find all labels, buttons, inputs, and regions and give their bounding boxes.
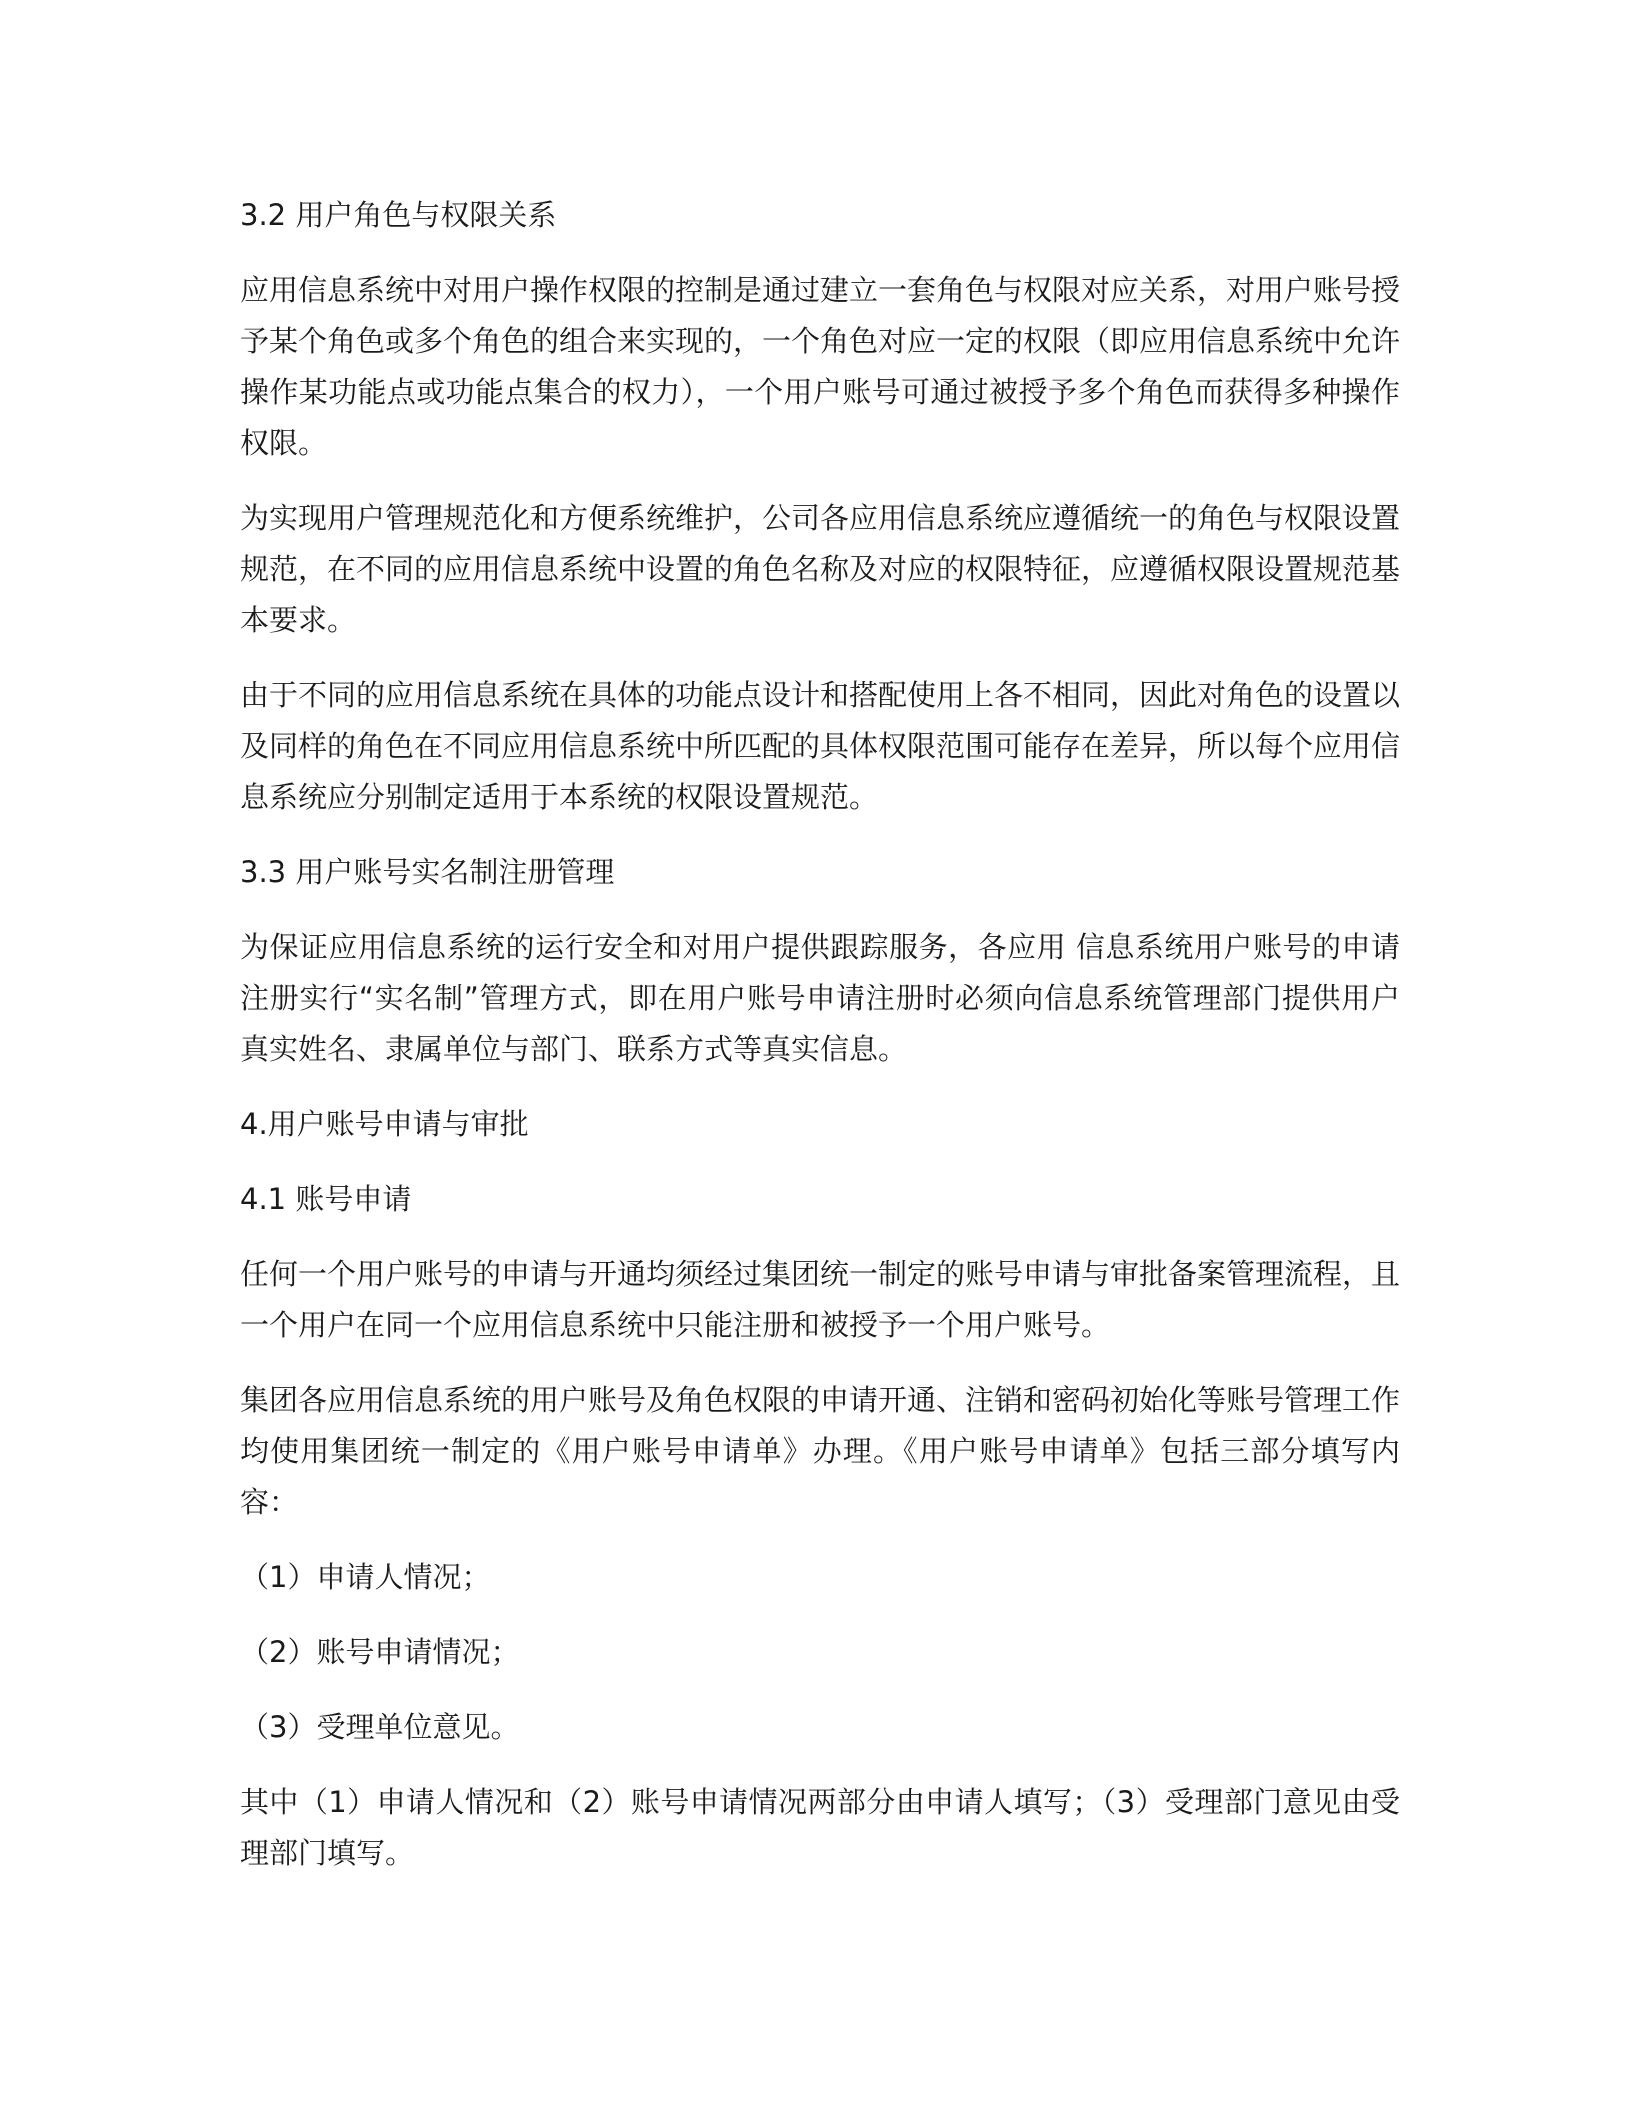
section-heading-3-2: 3.2 用户角色与权限关系 [240,198,557,232]
document-body [240,190,1400,1903]
list-item: （3）受理单位意见。 [240,1710,520,1744]
paragraph: 任何一个用户账号的申请与开通均须经过集团统一制定的账号申请与审批备案管理流程，且一个用户在同一个应用信息系统中只能注册和被授予一个用户账号。 [240,1257,1401,1342]
section-heading-3-3: 3.3 用户账号实名制注册管理 [240,855,615,889]
paragraph: 集团各应用信息系统的用户账号及角色权限的申请开通、注销和密码初始化等账号管理工作均使用集团统一制定的《用户账号申请单》办理。《用户账号申请单》包括三部分填写内容： [240,1383,1401,1519]
paragraph: 为保证应用信息系统的运行安全和对用户提供跟踪服务，各应用 信息系统用户账号的申请注册实行“实名制”管理方式，即在用户账号申请注册时必须向信息系统管理部门提供用户真实姓名、隶属单位与部门、联系方式等真实信息。 [240,930,1400,1066]
paragraph: 为实现用户管理规范化和方便系统维护，公司各应用信息系统应遵循统一的角色与权限设置规范，在不同的应用信息系统中设置的角色名称及对应的权限特征，应遵循权限设置规范基本要求。 [240,501,1401,637]
paragraph: 由于不同的应用信息系统在具体的功能点设计和搭配使用上各不相同，因此对角色的设置以及同样的角色在不同应用信息系统中所匹配的具体权限范围可能存在差异，所以每个应用信息系统应分别制定适用于本系统的权限设置规范。 [240,678,1401,814]
section-heading-4: 4.用户账号申请与审批 [240,1107,529,1141]
paragraph: 其中（1）申请人情况和（2）账号申请情况两部分由申请人填写；（3）受理部门意见由受理部门填写。 [240,1785,1400,1870]
list-item: （2）账号申请情况； [240,1635,520,1669]
list-item: （1）申请人情况； [240,1560,491,1594]
paragraph: 应用信息系统中对用户操作权限的控制是通过建立一套角色与权限对应关系，对用户账号授予某个角色或多个角色的组合来实现的，一个角色对应一定的权限（即应用信息系统中允许操作某功能点或功能点集合的权力），一个用户账号可通过被授予多个角色而获得多种操作权限。 [240,273,1401,460]
section-heading-4-1: 4.1 账号申请 [240,1182,412,1216]
